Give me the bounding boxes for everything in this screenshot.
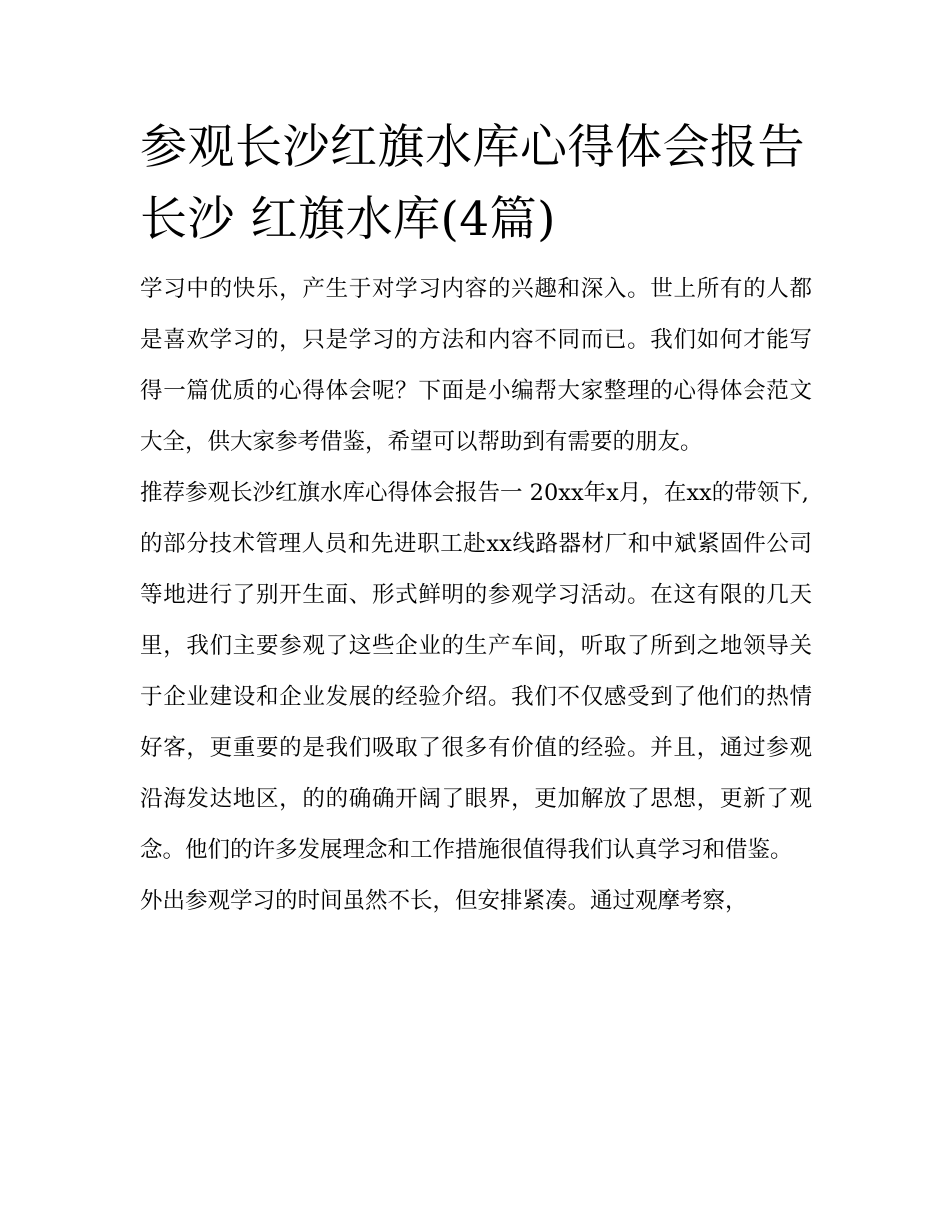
paragraph-visit-description: 的部分技术管理人员和先进职工赴xx线路器材厂和中斌紧固件公司等地进行了别开生面、形式鲜明的参观学习活动。在这有限的几天里，我们主要参观了这些企业的生产车间，听取了所到之地领导关于企业建设和企业发展的经验介绍。我们不仅感受到了他们的热情好客，更重要的是我们吸取了很多有价值的经验。并且，通过参观沿海发达地区，的的确确开阔了眼界，更加解放了思想，更新了观念。他们的许多发展理念和工作措施很值得我们认真学习和借鉴。 bbox=[140, 531, 812, 863]
paragraph-visit-summary: 外出参观学习的时间虽然不长，但安排紧凑。通过观摩考察， bbox=[140, 888, 748, 914]
document-title: 参观长沙红旗水库心得体会报告 长沙 红旗水库(4篇) bbox=[140, 120, 805, 247]
paragraph-recommend-heading: 推荐参观长沙红旗水库心得体会报告一 20xx年x月，在xx的带领下, bbox=[140, 480, 809, 506]
paragraph-intro: 学习中的快乐，产生于对学习内容的兴趣和深入。世上所有的人都是喜欢学习的，只是学习的方法和内容不同而已。我们如何才能写得一篇优质的心得体会呢？下面是小编帮大家整理的心得体会范文大全，供大家参考借鉴，希望可以帮助到有需要的朋友。 bbox=[140, 276, 812, 455]
document-body bbox=[140, 112, 812, 927]
